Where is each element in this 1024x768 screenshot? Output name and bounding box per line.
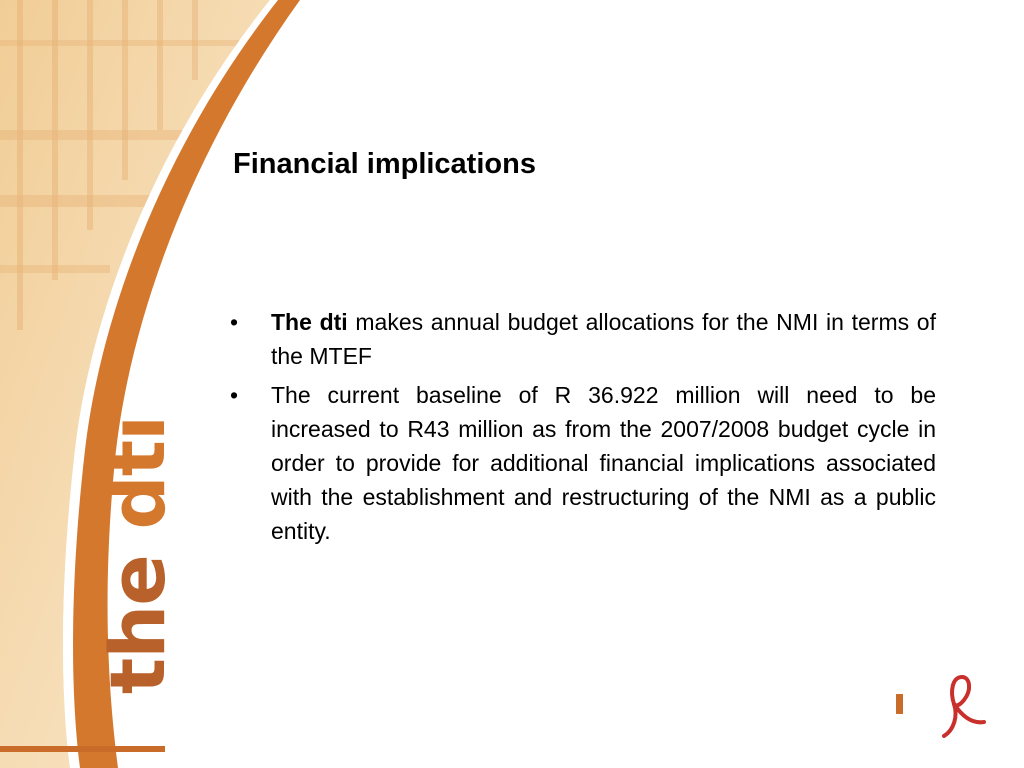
ribbon-logo-icon	[892, 672, 992, 742]
brand-word-dti: dti	[93, 415, 182, 530]
bullet-1-text: makes annual budget allocations for the NMI in terms of the MTEF	[271, 309, 936, 369]
bullet-2-text: The current baseline of R 36.922 million will need to be increased to R43 million as from the 2007/2008 budget cycle in order to provide for additional financial implications associated with the establishment and restructuring of the NMI as a public entity.	[271, 382, 936, 544]
bullet-1-bold: The dti	[271, 309, 348, 335]
bullet-marker: •	[230, 382, 239, 408]
bullet-marker: •	[230, 309, 239, 335]
logo-bar	[896, 694, 903, 714]
brand-word-the: the	[93, 555, 182, 695]
bullet-list	[230, 305, 936, 553]
brand-wordmark	[93, 355, 182, 755]
bullet-item-2	[230, 378, 936, 548]
bullet-item-1	[230, 305, 936, 373]
slide-title: Financial implications	[233, 148, 536, 180]
